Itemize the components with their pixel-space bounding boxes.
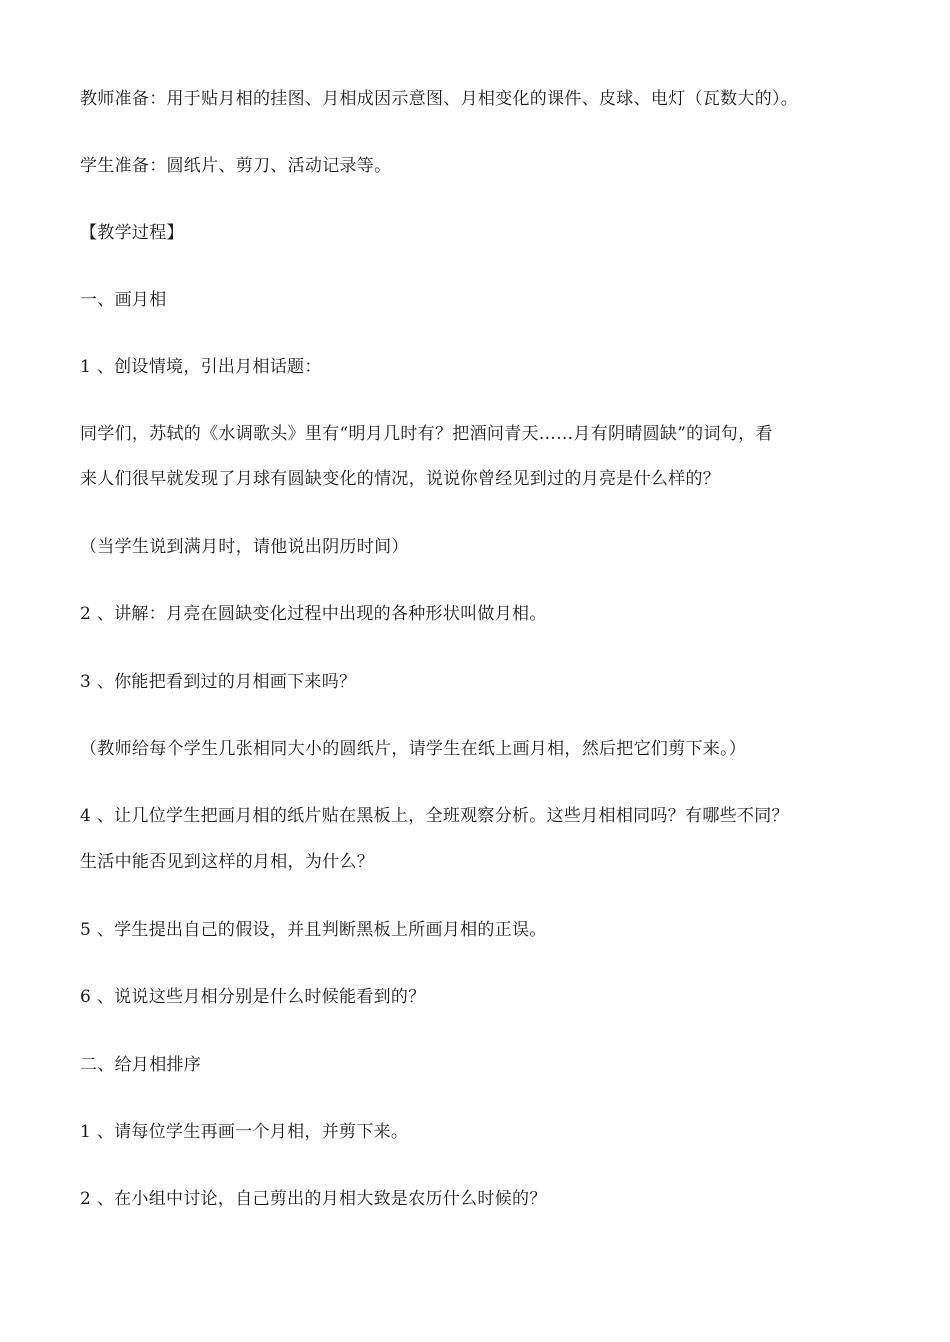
paragraph-poem-line-2: 来人们很早就发现了月球有圆缺变化的情况，说说你曾经见到过的月亮是什么样的？ — [80, 469, 721, 489]
note-paper-circles: （教师给每个学生几张相同大小的圆纸片，请学生在纸上画月相，然后把它们剪下来。） — [80, 739, 747, 759]
note-full-moon: （当学生说到满月时，请他说出阴历时间） — [80, 537, 409, 557]
section-heading-order-moon-phases: 二、给月相排序 — [80, 1055, 202, 1075]
order-step-1: 1 、请每位学生再画一个月相，并剪下来。 — [80, 1122, 409, 1142]
step-4-line-2: 生活中能否见到这样的月相，为什么？ — [80, 852, 375, 872]
order-step-2: 2 、在小组中讨论，自己剪出的月相大致是农历什么时候的？ — [80, 1189, 547, 1209]
section-heading-teaching-process: 【教学过程】 — [80, 223, 184, 243]
step-2-explain: 2 、讲解：月亮在圆缺变化过程中出现的各种形状叫做月相。 — [80, 604, 547, 624]
paragraph-poem-line-1: 同学们，苏轼的《水调歌头》里有“明月几时有？把酒问青天……月有阴晴圆缺”的词句，看 — [80, 424, 773, 444]
section-heading-draw-moon-phases: 一、画月相 — [80, 290, 167, 310]
step-6-when-seen: 6 、说说这些月相分别是什么时候能看到的？ — [80, 987, 426, 1007]
step-5-hypothesis: 5 、学生提出自己的假设，并且判断黑板上所画月相的正误。 — [80, 920, 547, 940]
step-4-line-1: 4 、让几位学生把画月相的纸片贴在黑板上，全班观察分析。这些月相相同吗？有哪些不同？ — [80, 806, 789, 826]
teacher-preparation: 教师准备：用于贴月相的挂图、月相成因示意图、月相变化的课件、皮球、电灯（瓦数大的）。 — [80, 89, 799, 109]
step-3-draw: 3 、你能把看到过的月相画下来吗？ — [80, 672, 357, 692]
step-1-context: 1 、创设情境，引出月相话题： — [80, 357, 322, 377]
student-preparation: 学生准备：圆纸片、剪刀、活动记录等。 — [80, 156, 392, 176]
